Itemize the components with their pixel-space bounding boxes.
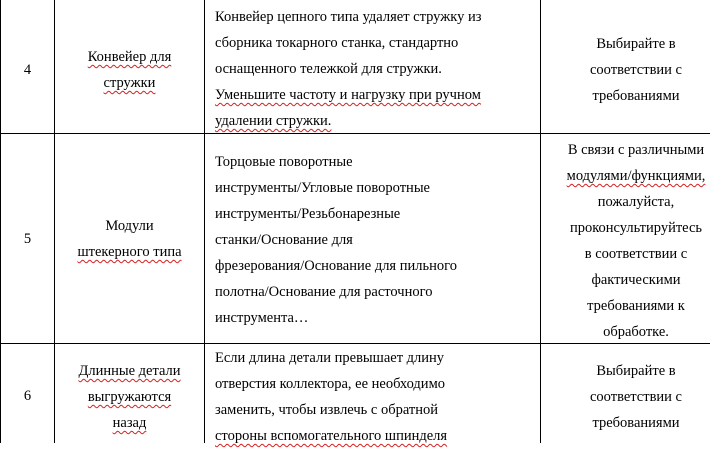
recommendation-line: фактическими: [591, 272, 681, 288]
item-name-line: назад: [112, 415, 147, 431]
description-line: сборника токарного станка, стандартно: [215, 35, 459, 51]
item-description: [205, 345, 540, 449]
item-name-line: выгружаются: [87, 389, 172, 405]
recommendation-line: проконсультируйтесь: [569, 220, 703, 236]
description-line: оснащенного тележкой для стружки.: [215, 61, 442, 77]
item-name-line: Модули: [105, 218, 154, 234]
item-name-line: Длинные детали: [78, 363, 181, 379]
row-number: 6: [23, 388, 32, 404]
item-description: [205, 149, 540, 331]
recommendation-line: пожалуйста,: [597, 194, 675, 210]
description-line: Торцовые поворотные: [215, 154, 353, 170]
recommendation-line: модулями/функциями,: [566, 168, 706, 184]
description-line: полотна/Основание для расточного: [215, 284, 433, 300]
row-number: 5: [23, 231, 32, 247]
recommendation-line: в соответствии с: [584, 246, 688, 262]
row-number: 4: [23, 62, 32, 78]
item-description: [205, 4, 540, 134]
recommendation-line: обработке.: [603, 324, 669, 340]
description-line: Конвейер цепного типа удаляет стружку из: [215, 9, 482, 25]
item-name: [55, 358, 204, 436]
recommendation-line: Выбирайте в: [596, 36, 676, 52]
description-line: фрезерования/Основание для пильного: [215, 258, 457, 274]
recommendation-line: Выбирайте в: [596, 363, 676, 379]
recommendation-line: требованиями к: [587, 298, 685, 314]
item-name: [55, 44, 204, 96]
item-name-line: штекерного типа: [77, 244, 182, 260]
description-line: инструмента…: [215, 310, 309, 326]
item-name-line: стружки: [103, 75, 156, 91]
recommendation-line: В связи с различными: [567, 142, 705, 158]
item-recommendation: [541, 137, 710, 345]
recommendation-line: соответствии с: [590, 389, 682, 405]
description-line: станки/Основание для: [215, 232, 353, 248]
description-line: заменить, чтобы извлечь с обратной: [215, 402, 439, 418]
description-line: стороны вспомогательного шпинделя: [215, 428, 448, 444]
description-line: отверстия коллектора, ее необходимо: [215, 376, 445, 392]
item-recommendation: [541, 358, 710, 436]
description-line: инструменты/Резьбонарезные: [215, 206, 401, 222]
description-line: Если длина детали превышает длину: [215, 350, 445, 366]
recommendation-line: требованиями: [592, 415, 680, 431]
recommendation-line: требованиями: [592, 88, 680, 104]
description-line: удалении стружки.: [215, 113, 332, 129]
item-recommendation: [541, 31, 710, 109]
description-line: Уменьшите частоту и нагрузку при ручном: [215, 87, 481, 103]
item-name: [55, 213, 204, 265]
item-name-line: Конвейер для: [87, 49, 172, 65]
description-line: инструменты/Угловые поворотные: [215, 180, 430, 196]
recommendation-line: соответствии с: [590, 62, 682, 78]
